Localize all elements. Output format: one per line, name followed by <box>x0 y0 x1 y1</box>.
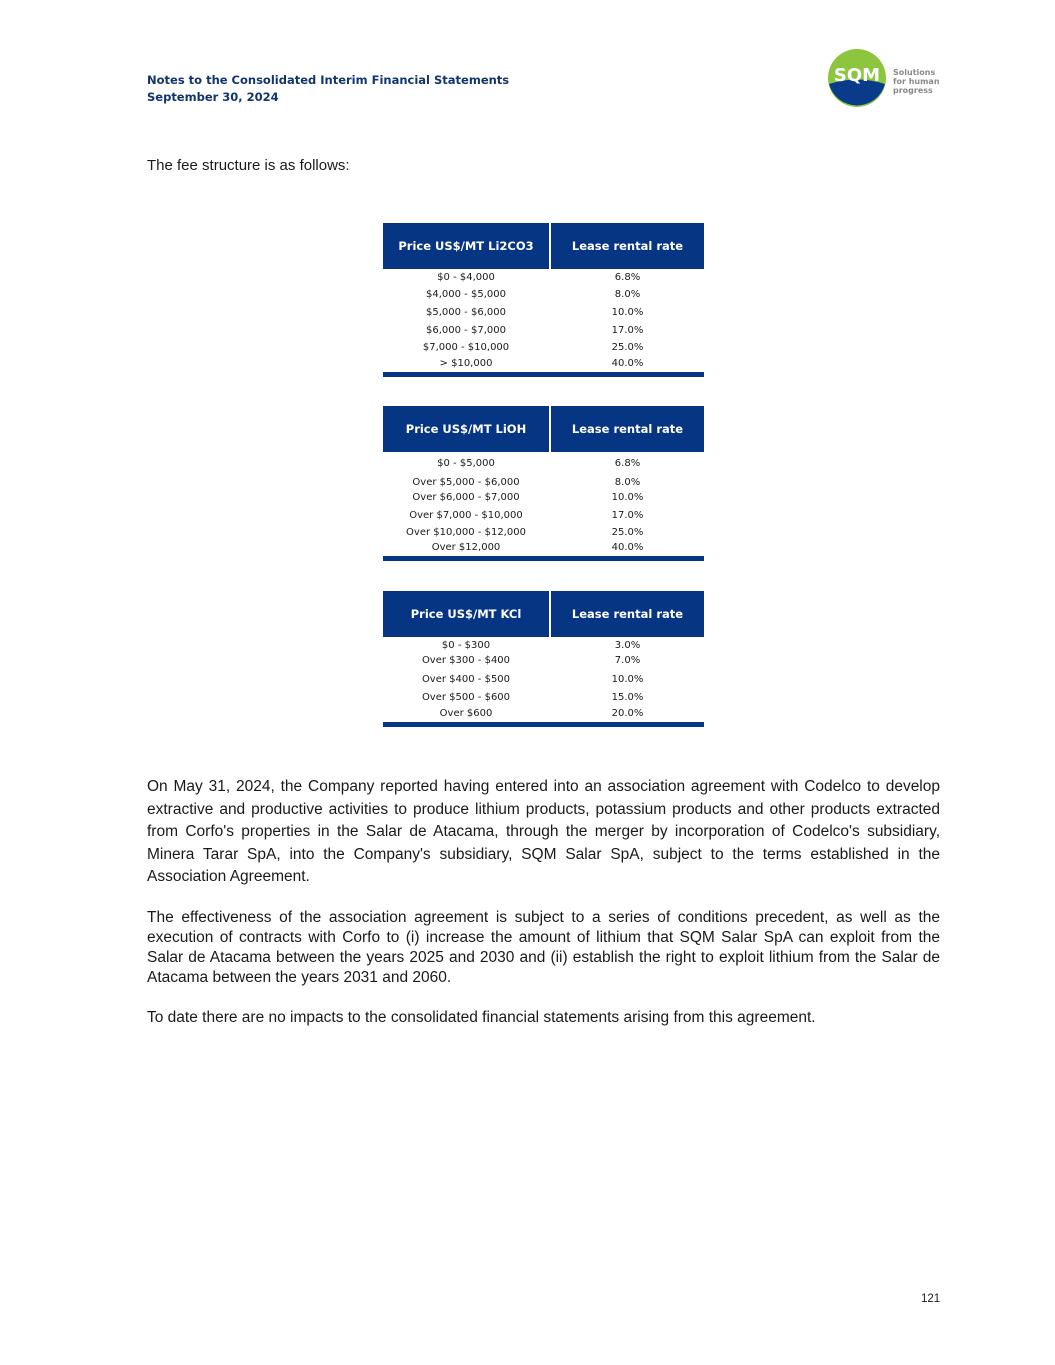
price-cell: Over $10,000 - $12,000 <box>406 527 526 538</box>
table-row <box>383 542 704 554</box>
price-cell: Over $500 - $600 <box>421 692 511 703</box>
price-cell: > $10,000 <box>439 358 493 369</box>
logo-brand: SQM <box>833 65 881 86</box>
price-cell: Over $5,000 - $6,000 <box>412 477 520 488</box>
rate-cell: 17.0% <box>611 325 644 336</box>
price-cell: $7,000 - $10,000 <box>422 342 510 353</box>
rate-cell: 6.8% <box>614 458 641 469</box>
paragraph-association-agreement: On May 31, 2024, the Company reported having entered into an association agreement with Codelco to develop extractive and productive activities to produce lithium products, potassium products and other products extracted from Corfo's properties in the Salar de Atacama, through the merger by incorporation of Codelco's subsidiary, Minera Tarar SpA, into the Company's subsidiary, SQM Salar SpA, subject to the terms established in the Association Agreement. <box>147 778 940 886</box>
table-row <box>383 458 704 470</box>
table-header <box>383 406 704 452</box>
document-header <box>147 72 647 106</box>
price-cell: $0 - $4,000 <box>437 272 495 283</box>
logo-tagline-2: for human <box>893 77 940 86</box>
rate-cell: 17.0% <box>611 510 644 521</box>
price-cell: Over $600 <box>439 708 493 719</box>
logo-tagline-1: Solutions <box>893 68 936 77</box>
table-row <box>383 510 704 522</box>
table-footer-bar <box>383 722 704 727</box>
table-row <box>383 708 704 720</box>
rate-cell: 10.0% <box>611 674 644 685</box>
table-footer-bar <box>383 556 704 561</box>
rate-cell: 10.0% <box>611 307 644 318</box>
column-header-price: Price US$/MT KCl <box>383 591 549 637</box>
price-cell: Over $7,000 - $10,000 <box>409 510 523 521</box>
rate-cell: 25.0% <box>611 527 644 538</box>
column-header-rate: Lease rental rate <box>551 406 704 452</box>
table-row <box>383 655 704 667</box>
price-cell: $0 - $300 <box>441 640 491 651</box>
price-cell: $4,000 - $5,000 <box>426 289 506 300</box>
rate-cell: 6.8% <box>614 272 641 283</box>
price-cell: $5,000 - $6,000 <box>426 307 506 318</box>
price-cell: $0 - $5,000 <box>437 458 495 469</box>
table-header <box>383 223 704 269</box>
logo-tagline-3: progress <box>893 86 933 95</box>
fee-table-li2co3 <box>383 223 704 369</box>
paragraph-effectiveness: The effectiveness of the association agreement is subject to a series of conditions precedent, as well as the execution of contracts with Corfo to (i) increase the amount of lithium that SQM Salar SpA can exploit from the Salar de Atacama between the years 2025 and 2030 and (ii) establish the right to exploit lithium from the Salar de Atacama between the years 2031 and 2060. <box>147 909 940 986</box>
rate-cell: 8.0% <box>614 289 641 300</box>
rate-cell: 3.0% <box>614 640 641 651</box>
paragraph-impacts: To date there are no impacts to the consolidated financial statements arising from this agreement. <box>147 1009 816 1026</box>
intro-text: The fee structure is as follows: <box>147 157 350 174</box>
page-number: 121 <box>921 1293 941 1305</box>
header-date: September 30, 2024 <box>147 90 279 104</box>
price-cell: Over $300 - $400 <box>421 655 511 666</box>
column-header-price: Price US$/MT Li2CO3 <box>383 223 549 269</box>
table-row <box>383 674 704 686</box>
table-row <box>383 272 704 284</box>
table-row <box>383 325 704 337</box>
table-header <box>383 591 704 637</box>
price-cell: Over $12,000 <box>431 542 501 553</box>
header-title: Notes to the Consolidated Interim Financial Statements <box>147 73 510 87</box>
price-cell: $6,000 - $7,000 <box>426 325 506 336</box>
table-footer-bar <box>383 372 704 377</box>
rate-cell: 10.0% <box>611 492 644 503</box>
sqm-logo <box>827 48 947 110</box>
table-row <box>383 492 704 504</box>
table-row <box>383 342 704 354</box>
table-row <box>383 527 704 539</box>
table-row <box>383 289 704 301</box>
column-header-price: Price US$/MT LiOH <box>383 406 549 452</box>
table-row <box>383 358 704 370</box>
price-cell: Over $6,000 - $7,000 <box>412 492 520 503</box>
rate-cell: 7.0% <box>614 655 641 666</box>
rate-cell: 40.0% <box>611 358 644 369</box>
column-header-rate: Lease rental rate <box>551 591 704 637</box>
column-header-rate: Lease rental rate <box>551 223 704 269</box>
rate-cell: 40.0% <box>611 542 644 553</box>
rate-cell: 25.0% <box>611 342 644 353</box>
table-row <box>383 692 704 704</box>
price-cell: Over $400 - $500 <box>421 674 511 685</box>
rate-cell: 20.0% <box>611 708 644 719</box>
rate-cell: 8.0% <box>614 477 641 488</box>
fee-table-lioh <box>383 406 704 553</box>
rate-cell: 15.0% <box>611 692 644 703</box>
table-row <box>383 307 704 319</box>
table-row <box>383 640 704 652</box>
fee-table-kcl <box>383 591 704 719</box>
table-row <box>383 477 704 489</box>
